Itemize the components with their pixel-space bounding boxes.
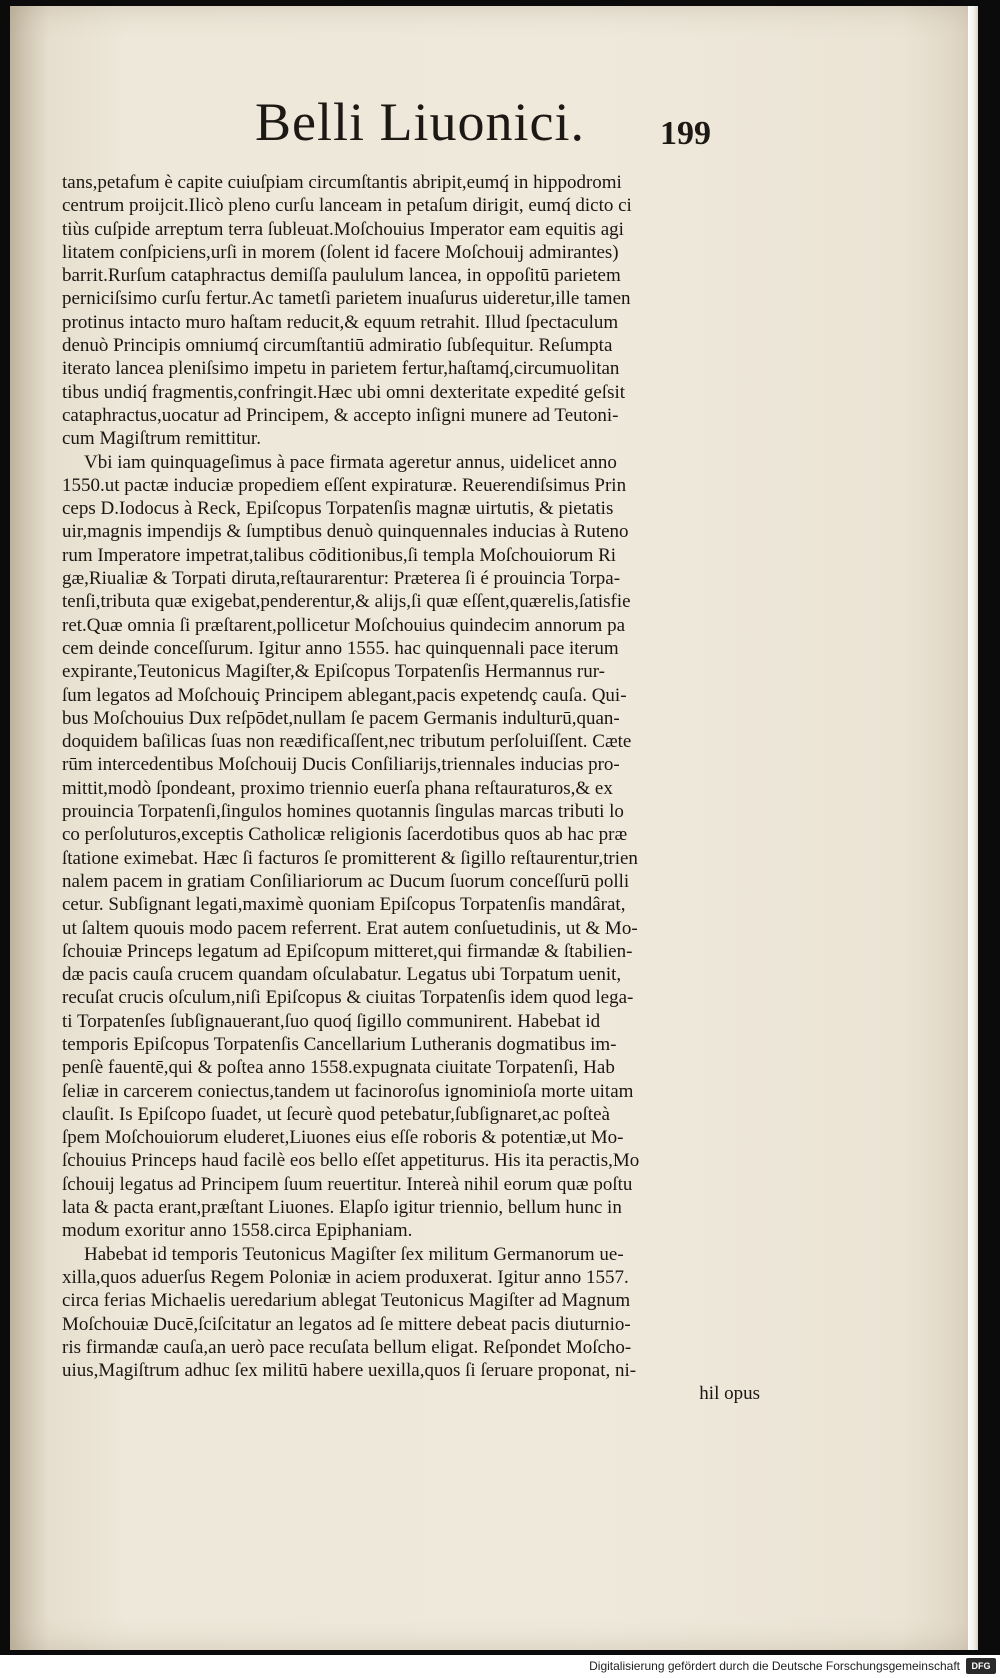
text-line: ſchouius Princeps haud facilè eos bello eſſet appetiturus. His ita peractis,Mo [62, 1150, 640, 1172]
text-line: hil opus [699, 1383, 760, 1405]
text-line: iterato lancea pleniſsimo impetu in parietem fertur,haſtamq́,circumuolitan [62, 358, 620, 380]
text-line: Vbi iam quinquageſimus à pace firmata ageretur annus, uidelicet anno [84, 451, 617, 473]
text-line: denuò Principis omniumq́ circumſtantiū admiratio ſubſequitur. Reſumpta [62, 335, 613, 357]
text-line: ret.Quæ omnia ſi præſtarent,pollicetur Moſchouius quindecim annorum pa [62, 614, 626, 636]
text-line: temporis Epiſcopus Torpatenſis Cancellarium Lutheranis dogmatibus im- [62, 1033, 617, 1055]
page-number: 199 [660, 115, 711, 152]
text-line: uius,Magiſtrum adhuc ſex militū habere uexilla,quos ſi ſeruare proponat, ni- [62, 1360, 637, 1382]
text-line: mittit,modò ſpondeant, proximo triennio euerſa phana reſtauraturos,& ex [62, 777, 613, 799]
text-line: cum Magiſtrum remittitur. [62, 428, 261, 450]
text-line: cataphractus,uocatur ad Principem, & accepto inſigni munere ad Teutoni- [62, 404, 619, 426]
text-line: nalem pacem in gratiam Conſiliariorum ac Ducum ſuorum conceſſurū polli [62, 870, 630, 892]
text-line: perniciſsimo curſu fertur.Ac tametſi parietem inuaſurus uideretur,ille tamen [62, 288, 631, 310]
text-line: recuſat crucis oſculum,niſi Epiſcopus & ciuitas Torpatenſis idem quod lega- [62, 987, 634, 1009]
text-line: protinus intacto muro haſtam reducit,& equum retrahit. Illud ſpectaculum [62, 311, 619, 333]
body-text [62, 171, 760, 1406]
text-line: centrum proijcit.Ilicò pleno curſu lanceam in petaſum dirigit, eumq́ dicto ci [62, 195, 632, 217]
text-line: 1550.ut pactæ induciæ propediem eſſent expiraturæ. Reuerendiſsimus Prin [62, 474, 627, 496]
footer-strip [0, 1655, 1000, 1678]
text-line: ſchouiæ Princeps legatum ad Epiſcopum mitteret,qui firmandæ & ſtabilien- [62, 940, 633, 962]
book-page [10, 6, 978, 1650]
page-edge [968, 6, 978, 1650]
text-line: lata & pacta erant,præſtant Liuones. Elapſo igitur triennio, bellum hunc in [62, 1197, 622, 1219]
text-line: ſchouij legatus ad Principem ſuum reuertitur. Intereà nihil eorum quæ poſtu [62, 1173, 633, 1195]
text-line: ſtatione eximebat. Hæc ſi facturos ſe promitterent & ſigillo reſtaurentur,trien [62, 847, 638, 869]
text-line: tenſi,tributa quæ exigebat,penderentur,& alijs,ſi quæ eſſent,quærelis,ſatisfie [62, 591, 631, 613]
text-line: Habebat id temporis Teutonicus Magiſter ſex militum Germanorum ue- [84, 1243, 624, 1265]
text-line: penſè fauentē,qui & poſtea anno 1558.expugnata ciuitate Torpatenſi, Hab [62, 1057, 615, 1079]
text-line: doquidem baſilicas ſuas non reædificaſſent,nec tributum perſoluiſſent. Cæte [62, 731, 632, 753]
text-line: gæ,Riualiæ & Torpati diruta,reſtaurarentur: Præterea ſi é prouincia Torpa- [62, 568, 621, 590]
text-line: litatem conſpiciens,urſi in morem (ſolent id facere Moſchouij admirantes) [62, 241, 619, 263]
text-line: tiùs cuſpide arreptum terra ſubleuat.Moſchouius Imperator eam equitis agi [62, 218, 624, 240]
text-line: cem deinde conceſſurum. Igitur anno 1555. hac quinquennali pace iterum [62, 637, 619, 659]
text-line: co perſoluturos,exceptis Catholicæ religionis ſacerdotibus quos ab hac præ [62, 824, 628, 846]
funding-credit: Digitalisierung gefördert durch die Deutsche Forschungsgemeinschaft [589, 1659, 960, 1673]
text-line: barrit.Rurſum cataphractus demiſſa paululum lancea, in oppoſitū parietem [62, 265, 621, 287]
text-line: ris firmandæ cauſa,an uerò pace recuſata bellum eligat. Reſpondet Moſcho- [62, 1336, 632, 1358]
text-line: dæ pacis cauſa crucem quandam oſculabatur. Legatus ubi Torpatum uenit, [62, 964, 622, 986]
text-line: ſpem Moſchouiorum eluderet,Liuones eius eſſe roboris & potentiæ,ut Mo- [62, 1127, 624, 1149]
dfg-logo-icon: DFG [966, 1658, 996, 1674]
text-line: cetur. Subſignant legati,maximè quoniam Epiſcopus Torpatenſis mandârat, [62, 894, 626, 916]
text-line: ut ſaltem quouis modo pacem referrent. Erat autem conſuetudinis, ut & Mo- [62, 917, 638, 939]
text-line: prouincia Torpatenſi,ſingulos homines quotannis ſingulas marcas tributi lo [62, 801, 624, 823]
text-line: bus Moſchouius Dux reſpōdet,nullam ſe pacem Germanis indulturū,quan- [62, 707, 620, 729]
text-line: ceps D.Iodocus à Reck, Epiſcopus Torpatenſis magnæ uirtutis, & pietatis [62, 498, 614, 520]
text-line: uir,magnis impendijs & ſumptibus denuò quinquennales inducias à Ruteno [62, 521, 629, 543]
text-line: modum exoritur anno 1558.circa Epiphaniam. [62, 1220, 413, 1242]
text-line: rūm intercedentibus Moſchouij Ducis Conſiliarijs,triennales inducias pro- [62, 754, 620, 776]
text-line: xilla,quos aduerſus Regem Poloniæ in aciem produxerat. Igitur anno 1557. [62, 1266, 629, 1288]
text-line: ſum legatos ad Moſchouiç Principem ablegant,pacis expetendç cauſa. Qui- [62, 684, 627, 706]
text-line: tibus undiq́ fragmentis,confringit.Hæc ubi omni dexteritate expedité geſsit [62, 381, 626, 403]
text-line: circa ferias Michaelis ueredarium ablegat Teutonicus Magiſter ad Magnum [62, 1290, 631, 1312]
text-line: expirante,Teutonicus Magiſter,& Epiſcopus Torpatenſis Hermannus rur- [62, 661, 606, 683]
text-line: ſeliæ in carcerem coniectus,tandem ut facinoroſus ignominioſa morte uitam [62, 1080, 634, 1102]
text-line: Moſchouiæ Ducē,ſciſcitatur an legatos ad ſe mittere debeat pacis diuturnio- [62, 1313, 631, 1335]
text-line: rum Imperatore impetrat,talibus cōditionibus,ſi templa Moſchouiorum Ri [62, 544, 617, 566]
text-line: tans,petafum è capite cuiuſpiam circumſtantis abripit,eumq́ in hippodromi [62, 172, 622, 193]
running-title: Belli Liuonici. [255, 92, 585, 152]
text-line: ti Torpatenſes ſubſignauerant,ſuo quoq́ ſigillo communirent. Habebat id [62, 1010, 601, 1032]
text-line: clauſit. Is Epiſcopo ſuadet, ut ſecurè quod petebatur,ſubſignaret,ac poſteà [62, 1103, 610, 1125]
